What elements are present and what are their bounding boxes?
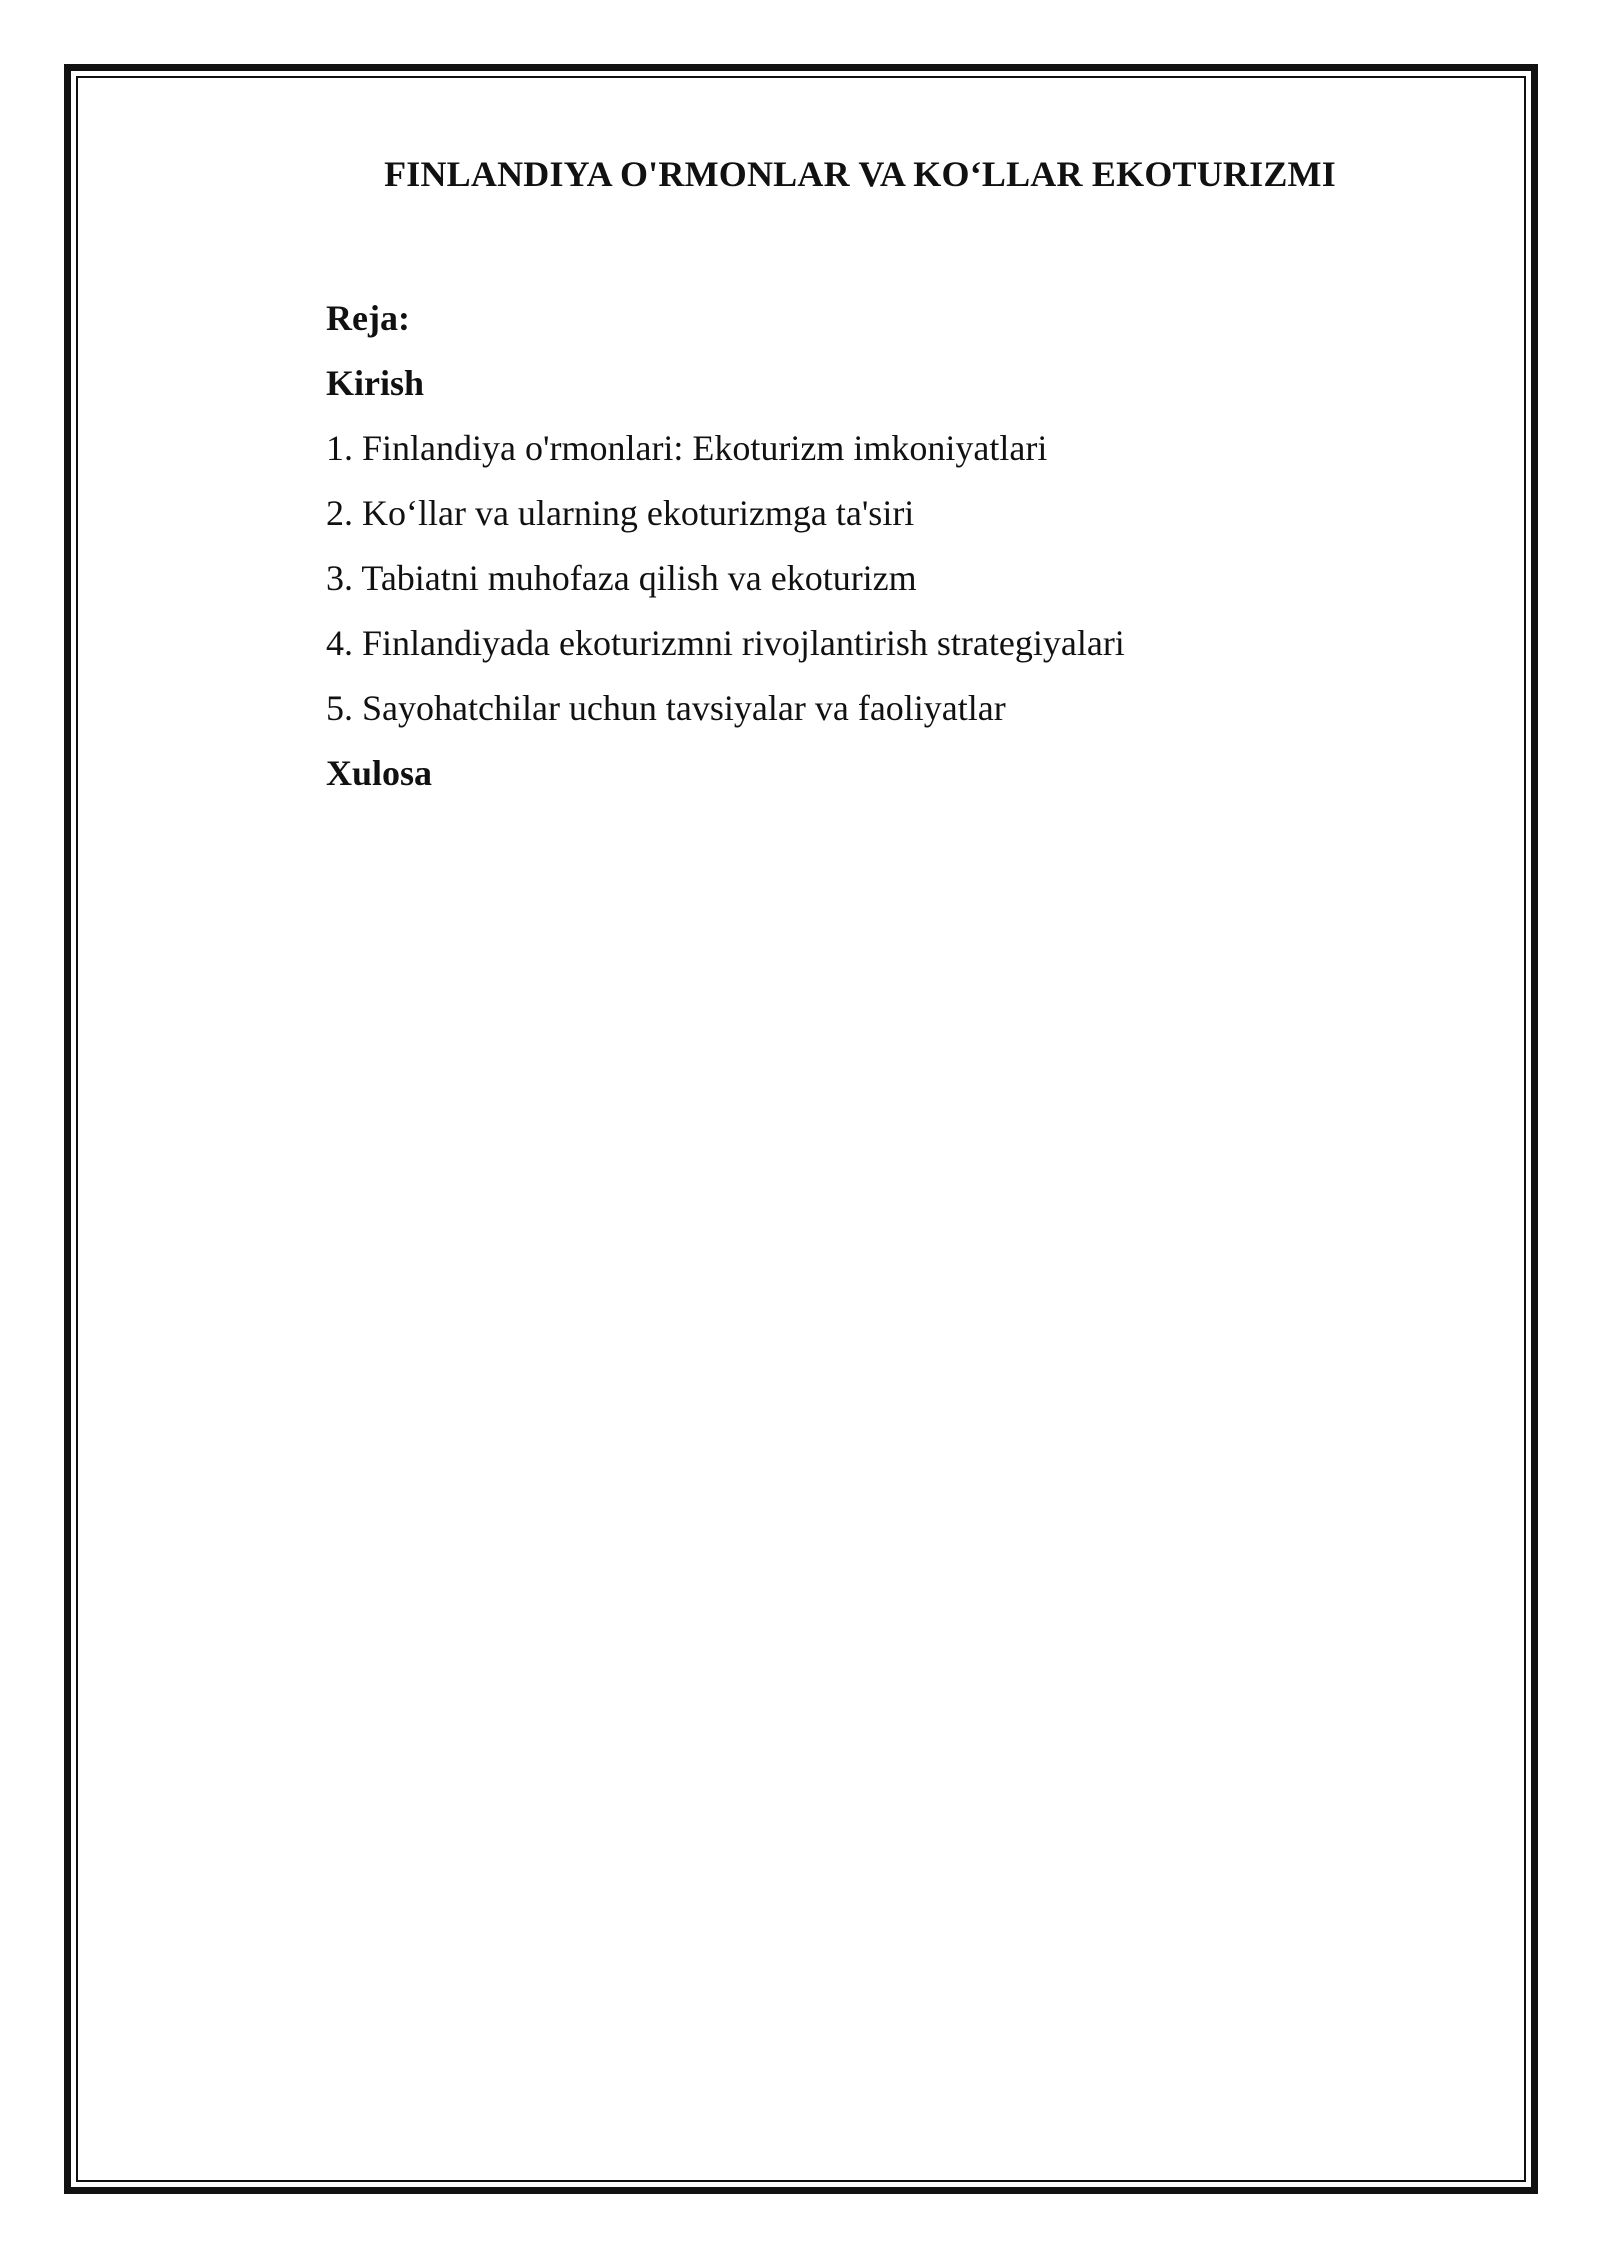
plan-item: 4. Finlandiyada ekoturizmni rivojlantirish strategiyalari	[326, 623, 1125, 663]
plan-heading: Reja:	[326, 298, 410, 338]
plan-section	[326, 286, 1426, 806]
plan-item: 3. Tabiatni muhofaza qilish va ekoturizm	[326, 558, 917, 598]
intro-heading: Kirish	[326, 363, 425, 403]
plan-item: 2. Ko‘llar va ularning ekoturizmga ta'siri	[326, 493, 915, 533]
document-title: FINLANDIYA O'RMONLAR VA KO‘LLAR EKOTURIZMI	[384, 154, 1336, 194]
plan-item: 5. Sayohatchilar uchun tavsiyalar va faoliyatlar	[326, 688, 1006, 728]
conclusion-heading: Xulosa	[326, 753, 433, 793]
plan-item: 1. Finlandiya o'rmonlari: Ekoturizm imkoniyatlari	[326, 428, 1048, 468]
